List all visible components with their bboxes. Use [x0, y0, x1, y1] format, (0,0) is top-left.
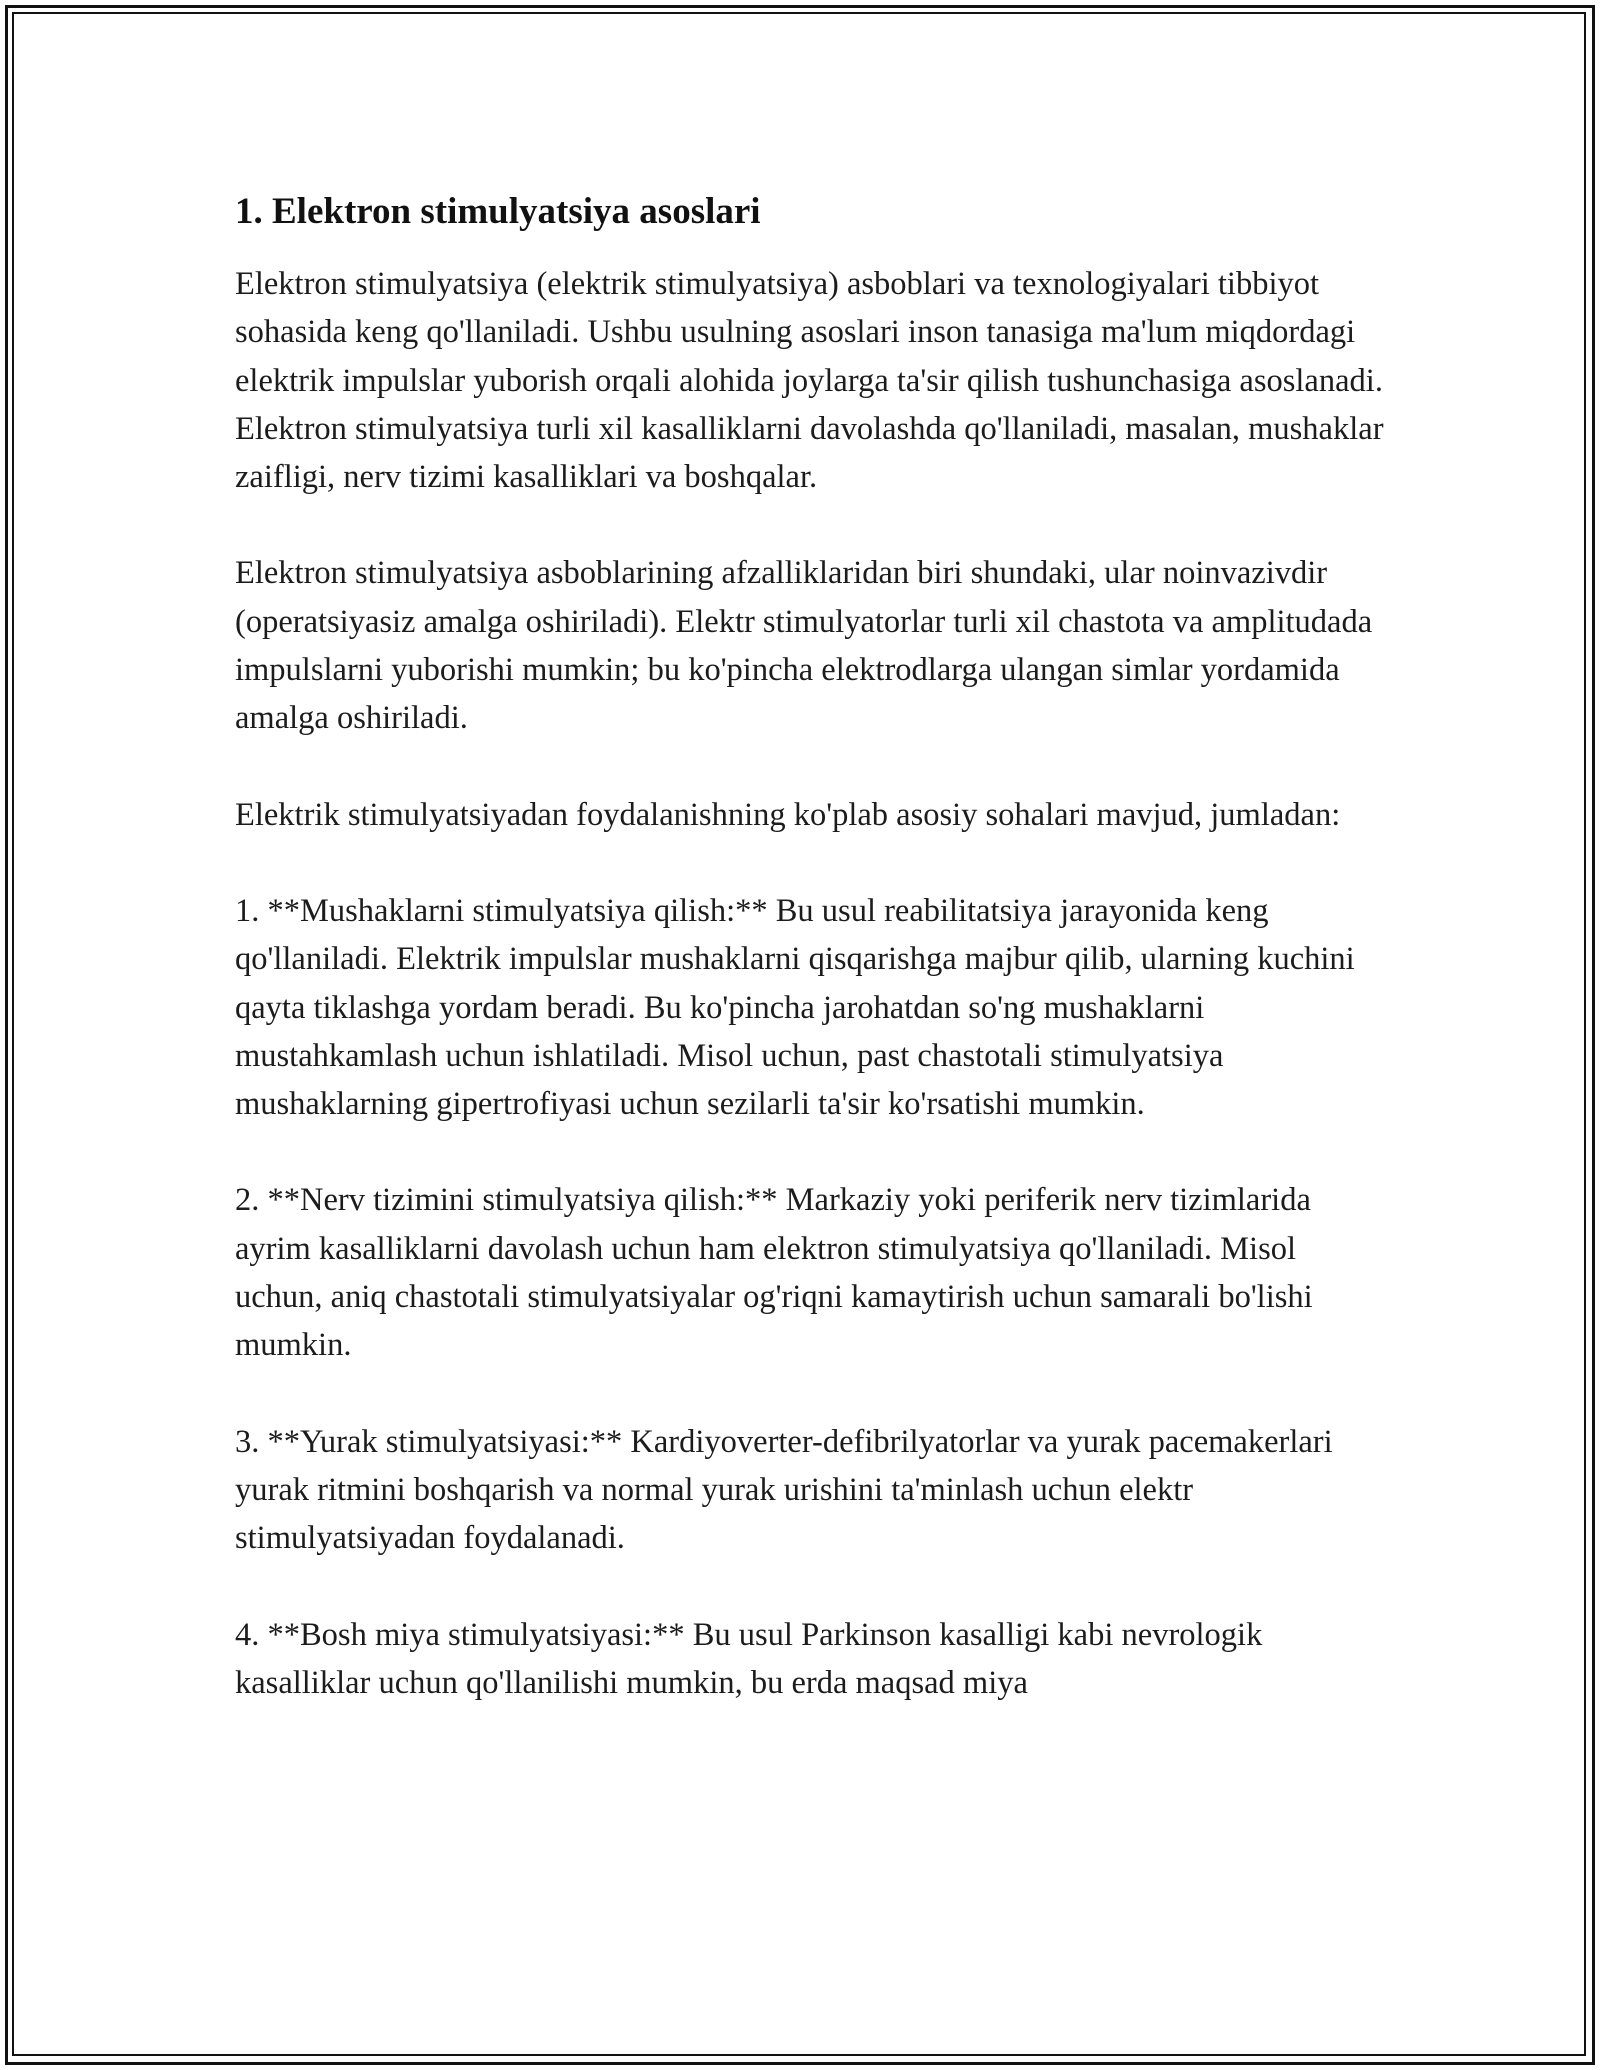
paragraph-list-intro: Elektrik stimulyatsiyadan foydalanishning ko'plab asosiy sohalari mavjud, jumladan: [235, 796, 1341, 833]
list-item-brain-stimulation: 4. **Bosh miya stimulyatsiyasi:** Bu usul Parkinson kasalligi kabi nevrologik kasalliklar uchun qo'llanilishi mumkin, bu erda maqsad miya [235, 1616, 1263, 1701]
section-heading: 1. Elektron stimulyatsiya asoslari [235, 191, 761, 232]
list-item-heart-stimulation: 3. **Yurak stimulyatsiyasi:** Kardiyoverter-defibrilyatorlar va yurak pacemakerlari yurak ritmini boshqarish va normal yurak urishini ta'minlash uchun elektr stimulyatsiyadan foydalanadi. [235, 1423, 1333, 1557]
document-body [235, 188, 1385, 1707]
paragraph-advantages: Elektron stimulyatsiya asboblarining afzalliklaridan biri shundaki, ular noinvazivdir (operatsiyasiz amalga oshiriladi). Elektr stimulyatorlar turli xil chastota va amplitudada impulslarni yuborishi mumkin; bu ko'pincha elektrodlarga ulangan simlar yordamida amalga oshiriladi. [235, 555, 1373, 737]
paragraph-intro: Elektron stimulyatsiya (elektrik stimulyatsiya) asboblari va texnologiyalari tibbiyot sohasida keng qo'llaniladi. Ushbu usulning asoslari inson tanasiga ma'lum miqdordagi elektrik impulslar yuborish orqali alohida joylarga ta'sir qilish tushunchasiga asoslanadi. Elektron stimulyatsiya turli xil kasalliklarni davolashda qo'llaniladi, masalan, mushaklar zaifligi, nerv tizimi kasalliklari va boshqalar. [235, 266, 1384, 496]
list-item-muscle-stimulation: 1. **Mushaklarni stimulyatsiya qilish:** Bu usul reabilitatsiya jarayonida keng qo'llaniladi. Elektrik impulslar mushaklarni qisqarishga majbur qilib, ularning kuchini qayta tiklashga yordam beradi. Bu ko'pincha jarohatdan so'ng mushaklarni mustahkamlash uchun ishlatiladi. Misol uchun, past chastotali stimulyatsiya mushaklarning gipertrofiyasi uchun sezilarli ta'sir ko'rsatishi mumkin. [235, 892, 1355, 1123]
list-item-nerve-stimulation: 2. **Nerv tizimini stimulyatsiya qilish:** Markaziy yoki periferik nerv tizimlarida ayrim kasalliklarni davolash uchun ham elektron stimulyatsiya qo'llaniladi. Misol uchun, aniq chastotali stimulyatsiyalar og'riqni kamaytirish uchun samarali bo'lishi mumkin. [235, 1182, 1313, 1364]
